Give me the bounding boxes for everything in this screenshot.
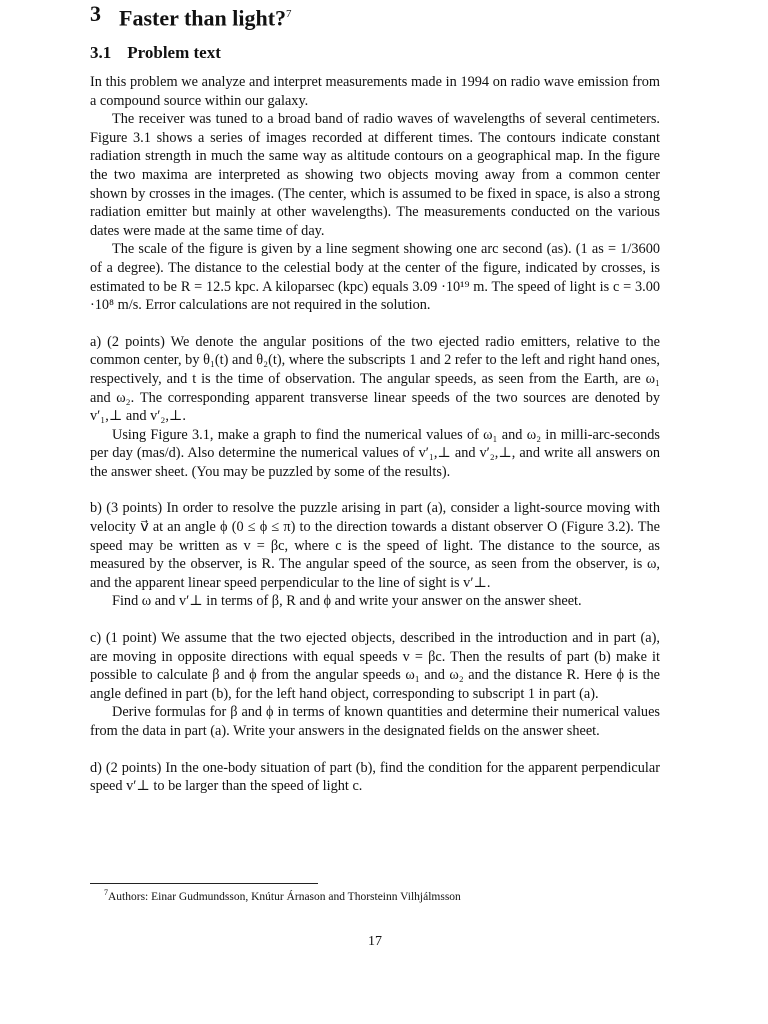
footnote-reference: 7 — [286, 8, 292, 20]
subsection-number: 3.1 — [90, 43, 112, 62]
part-d-paragraph: d) (2 points) In the one-body situation of part (b), find the condition for the apparent perpendicular speed v′⊥ to be larger than the speed of light c. — [90, 759, 660, 795]
scale-paragraph: The scale of the figure is given by a line segment showing one arc second (as). (1 as = 1/3600 of a degree). The distance to the celestial body at the center of the figure, indicated by crosses, is estimated to be R = 12.5 kpc. A kiloparsec (kpc) equals 3.09 ·10¹⁹ m. The speed of light is c = 3.00 ·10⁸ m/s. Error calculations are not required in the solution. — [90, 241, 660, 314]
section-title: Faster than light? — [119, 5, 287, 31]
footnote-mark: 7 — [104, 888, 108, 897]
part-b-task: Find ω and v′⊥ in terms of β, R and ϕ and write your answer on the answer sheet. — [112, 593, 582, 610]
receiver-paragraph: The receiver was tuned to a broad band of radio waves of wavelengths of several centimeters. Figure 3.1 shows a series of images recorded at different times. The contours indicate constant radiation strength in much the same way as altitude contours on a geographical map. In the figure the two maxima are interpreted as showing two objects moving away from a common center shown by crosses in the images. (The center, which is assumed to be fixed in space, is also a strong radiation emitter but mainly at other wavelengths). The measurements conducted on the various dates were made at the same time of day. — [90, 111, 660, 239]
part-b-paragraph: b) (3 points) In order to resolve the puzzle arising in part (a), consider a light-source moving with velocity v⃗ at an angle ϕ (0 ≤ ϕ ≤ π) to the direction towards a distant observer O (Figure 3.2). The speed may be written as v = βc, where c is the speed of light. The distance to the source, as measured by the observer, is R. The angular speed of the source, as seen from the observer, is ω, and the apparent linear speed perpendicular to the line of sight is v′⊥. — [90, 500, 660, 591]
section-heading — [90, 0, 292, 32]
footnote — [104, 888, 461, 903]
intro-paragraph: In this problem we analyze and interpret measurements made in 1994 on radio wave emission from a compound source within our galaxy. — [90, 74, 660, 109]
part-a-paragraph: a) (2 points) We denote the angular positions of the two ejected radio emitters, relative to the common center, by θ₁(t) and θ₂(t), where the subscripts 1 and 2 refer to the left and right hand ones, respectively, and t is the time of observation. The angular speeds, as seen from the Earth, are ω₁ and ω₂. The corresponding apparent transverse linear speeds of the two sources are denoted by v′₁,⊥ and v′₂,⊥. — [90, 333, 660, 425]
subsection-heading — [90, 42, 221, 64]
problem-text — [90, 73, 660, 796]
part-a-task: Using Figure 3.1, make a graph to find the numerical values of ω₁ and ω₂ in milli-arc-seconds per day (mas/d). Also determine the numerical values of v′₁,⊥ and v′₂,⊥, and write all answers on the answer sheet. (You may be puzzled by some of the results). — [90, 426, 660, 480]
page-number: 17 — [368, 934, 382, 949]
part-c-paragraph: c) (1 point) We assume that the two ejected objects, described in the introduction and in part (a), are moving in opposite directions with equal speeds v = βc. Then the results of part (b) make it possible to calculate β and ϕ from the angular speeds ω₁ and ω₂ and the distance R. Here ϕ is the angle defined in part (b), for the left hand object, corresponding to subscript 1 in part (a). — [90, 630, 660, 702]
footnote-divider — [90, 883, 318, 884]
footnote-text: Authors: Einar Gudmundsson, Knútur Árnason and Thorsteinn Vilhjálmsson — [108, 890, 461, 903]
part-c-task: Derive formulas for β and ϕ in terms of known quantities and determine their numerical values from the data in part (a). Write your answers in the designated fields on the answer sheet. — [90, 704, 660, 739]
subsection-title: Problem text — [127, 43, 221, 62]
section-number: 3 — [90, 1, 101, 26]
